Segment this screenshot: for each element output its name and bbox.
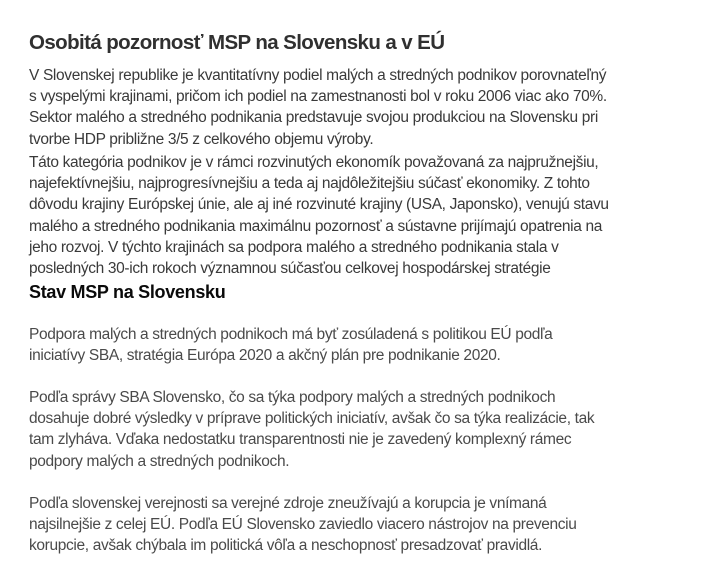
paragraph-corruption bbox=[29, 493, 709, 557]
paragraph-intro bbox=[29, 65, 709, 150]
page-title: Osobitá pozornosť MSP na Slovensku a v EÚ bbox=[29, 31, 445, 54]
text-line: s vyspelými krajinami, pričom ich podiel na zamestnanosti bol v roku 2006 viac ako 70%. bbox=[29, 88, 607, 106]
text-line: tvorbe HDP približne 3/5 z celkového objemu výroby. bbox=[29, 130, 374, 148]
paragraph-sba-report bbox=[29, 387, 709, 472]
text-line: najefektívnejšiu, najprogresívnejšiu a teda aj najdôležitejšiu súčasť ekonomiky. Z tohto bbox=[29, 175, 590, 193]
text-line: posledných 30-ich rokoch významnou súčasťou celkovej hospodárskej stratégie bbox=[29, 260, 551, 278]
text-line: iniciatívy SBA, stratégia Európa 2020 a akčný plán pre podnikanie 2020. bbox=[29, 347, 501, 365]
text-line: Podpora malých a stredných podnikoch má byť zosúladená s politikou EÚ podľa bbox=[29, 326, 553, 343]
text-line: dôvodu krajiny Európskej únie, ale aj iné rozvinuté krajiny (USA, Japonsko), venujú stavu bbox=[29, 196, 609, 214]
text-line: dosahuje dobré výsledky v príprave politických iniciatív, avšak čo sa týka realizácie, tak bbox=[29, 410, 595, 428]
text-line: najsilnejšie z celej EÚ. Podľa EÚ Slovensko zaviedlo viacero nástrojov na prevenciu bbox=[29, 516, 577, 534]
section-heading: Stav MSP na Slovensku bbox=[29, 282, 226, 302]
text-line: Sektor malého a stredného podnikania predstavuje svojou produkciou na Slovensku pri bbox=[29, 109, 598, 127]
text-line: V Slovenskej republike je kvantitatívny podiel malých a stredných podnikov porovnateľný bbox=[29, 67, 607, 84]
text-line: podpory malých a stredných podnikoch. bbox=[29, 452, 290, 470]
paragraph-support bbox=[29, 324, 709, 366]
paragraph-category bbox=[29, 152, 709, 279]
text-line: Podľa správy SBA Slovensko, čo sa týka podpory malých a stredných podnikoch bbox=[29, 389, 556, 406]
text-line: korupcie, avšak chýbala im politická vôľa a neschopnosť presadzovať pravidlá. bbox=[29, 537, 543, 555]
text-line: Táto kategória podnikov je v rámci rozvinutých ekonomík považovaná za najpružnejšiu, bbox=[29, 154, 599, 171]
text-line: malého a stredného podnikania maximálnu pozornosť a sústavne prijímajú opatrenia na bbox=[29, 217, 603, 235]
text-line: Podľa slovenskej verejnosti sa verejné zdroje zneužívajú a korupcia je vnímaná bbox=[29, 495, 547, 512]
text-line: tam zlyháva. Vďaka nedostatku transparentnosti nie je zavedený komplexný rámec bbox=[29, 431, 572, 449]
text-line: jeho rozvoj. V týchto krajinách sa podpora malého a stredného podnikania stala v bbox=[29, 238, 559, 256]
